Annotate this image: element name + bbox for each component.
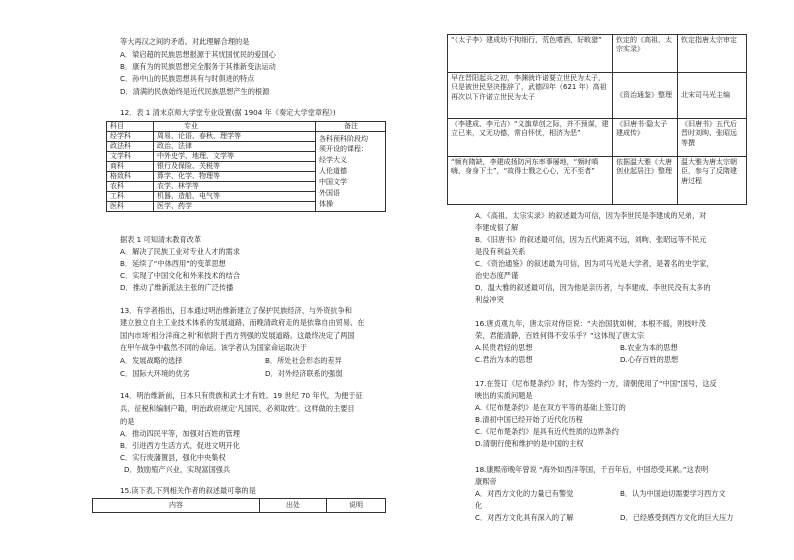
q14-option-a: A．推动四民平等，加强对百姓的管理 — [120, 429, 240, 438]
q13-line: 在甲午战争中截然不同的命运。该学者认为国家命运取决于 — [120, 343, 307, 352]
table-header-cell: 出处 — [260, 499, 327, 513]
q16-line: 荣，君能清静，百姓何得不安乐乎？”这体现了唐太宗 — [475, 331, 645, 340]
table-header-row — [107, 122, 386, 132]
table-row — [448, 157, 747, 205]
q18-option-b-cont: 化 — [475, 501, 483, 510]
q13-option-b: B．所处社会形态的差异 — [265, 356, 342, 365]
note-line: 人伦道德 — [319, 167, 347, 176]
table-cell: 《资治通鉴》整理 — [613, 73, 678, 119]
table-cell: 早在晋阳起兵之初，李渊就许诺要立世民为太子，只是被世民坚决推辞了，武德四年（621 年）高祖再次以下许诺立世民为太子 — [448, 73, 613, 119]
q14-option-d: D．鼓励殖产兴业，实现富国强兵 — [124, 465, 231, 474]
q14-line: 14．明治维新前，日本只有贵族和武士才有姓。19 世纪 70 年代，为便于征 — [120, 391, 363, 400]
q15-option-c-cont: 治史态度严谨 — [475, 271, 519, 280]
q12-option-a: A．解决了民族工业对专业人才的需求 — [120, 247, 240, 256]
q12-option-c: C．实现了中国文化和外来技术的结合 — [120, 271, 241, 280]
q15-option-d: D．温大雅的叙述最可信，因为他是亲历者，与李建成、李世民没有太多的 — [475, 283, 711, 292]
q17-line: 17.在签订《尼布楚条约》时，作为签约一方，清朝使用了“中国”国号，这反 — [475, 379, 717, 388]
table-cell: 钦定指唐太宗审定 — [678, 35, 747, 73]
q18-option-a: A．对西方文化的力量已有警觉 — [475, 489, 574, 498]
table-cell: 文学科 — [107, 152, 154, 162]
note-line: 中国文学 — [319, 177, 347, 186]
q18-line: 18.康熙帝晚年曾说 “海外如西洋等国，千百年后，中国恐受其累。”这表明 — [475, 465, 709, 474]
note-line: 各科预科阶段均 — [319, 134, 368, 143]
note-line: 经学大义 — [319, 156, 347, 165]
q15-table-header — [92, 498, 386, 513]
q15-source-table — [447, 34, 747, 205]
table-cell: （李建成、李元吉）“义旗草创之际，并不预谋，建立已来，又无功德，常自怀忧，相济为恶” — [448, 119, 613, 157]
table-cell: 北宋司马光主编 — [678, 73, 747, 119]
q15-option-d-cont: 利益冲突 — [475, 295, 504, 304]
q13-option-a: A．发展战略的选择 — [120, 356, 183, 365]
table-cell: 政法科 — [107, 142, 154, 152]
q11-option-b: B．康有为的民族思想完全服务于其推新变法运动 — [120, 62, 276, 71]
table-header-cell: 说明 — [327, 499, 386, 513]
q15-option-c: C．《资治通鉴》的叙述最为可信，因为司马光是大学者，是著名的史学家， — [475, 259, 714, 268]
q18-line: 康熙帝 — [475, 477, 497, 486]
q13-line: 建立独立自主工业技术体系的发展道路，而晚清政府走的是依靠自由贸易、在 — [120, 318, 365, 327]
q16-option-c: C.君治为本的思想 — [475, 355, 533, 364]
table-cell: 中外史学、地理、文学等 — [154, 152, 316, 162]
q13-option-c: C．国际大环境的优劣 — [120, 369, 190, 378]
q13-line: 13．有学者指出，日本通过明治维新建立了保护民族经济、与外资抗争和 — [120, 306, 352, 315]
q16-option-d: D.心存百姓的思想 — [620, 355, 679, 364]
q16-line: 16.唐贞观九年，唐太宗对侍臣说：“夫治国犹如树，本根不摇，则枝叶茂 — [475, 319, 706, 328]
table-cell: “频有隋缺，李建成扬防河东率事屡地，“频时嗔嗨，身身下土”，“故得士戮之心心，无不至者” — [448, 157, 613, 205]
table-cell: 钦定的《高祖、太宗实录》 — [613, 35, 678, 73]
table-cell: 工科 — [107, 192, 154, 202]
q13-option-d: D．对外经济联系的强弱 — [265, 369, 343, 378]
q11-option-c: C．孙中山的民族思想具有与时俱进的特点 — [120, 74, 255, 83]
table-cell: 格致科 — [107, 172, 154, 182]
table-cell: 算学、化学、物理等 — [154, 172, 316, 182]
q11-stem-tail: 等大再汉之间的矛盾。对此理解合理的是 — [120, 37, 250, 46]
table-header-cell: 专业 — [154, 122, 316, 132]
q14-option-b: B．引进西方生活方式，促进文明开化 — [120, 441, 240, 450]
note-line: 外国语 — [319, 188, 340, 197]
table-cell: 温大雅为唐太宗朝臣，参与了反隋建唐过程 — [678, 157, 747, 205]
table-cell: 周易、论语、春秋、理学等 — [154, 132, 316, 142]
q15-stem: 15.读下表,下列相关作者的叙述最可靠的是 — [120, 486, 256, 495]
q13-line: 国内市场‘相分洋商之利’和依附于西方列强的发展道路。这最终决定了两国 — [120, 331, 355, 340]
q15-option-a: A．《高祖、太宗实录》的叙述最为可信，因为李世民是李建成的兄弟，对 — [475, 211, 707, 220]
q17-option-c: C.《尼布楚条约》是具有近代性质的边界条约 — [475, 427, 619, 436]
table-header-cell: 备注 — [316, 122, 386, 132]
q18-option-b: B．认为中国迫切需要学习西方文 — [620, 489, 726, 498]
q17-option-d: D.清朝行使和维护的是中国的主权 — [475, 439, 584, 448]
table-cell: 《旧唐书》五代后晋时刘昫、张昭远等撰 — [678, 119, 747, 157]
q16-option-b: B.农业为本的思想 — [620, 343, 678, 352]
note-line: 体操 — [319, 199, 333, 208]
table-cell: 依据温大雅《大唐创业起居注》整理 — [613, 157, 678, 205]
q15-option-b-cont: 是没有利益关系 — [475, 247, 526, 256]
table-header-cell: 科目 — [107, 122, 154, 132]
q11-option-a: A．梁启超的民族思想报源于其忧国忧民的爱国心 — [120, 50, 276, 59]
q12-table — [106, 121, 386, 212]
table-cell: “（太子李）建成幼不拘细行，荒色嗜酒，好畋猎” — [448, 35, 613, 73]
q17-line: 映出的实质问题是 — [475, 391, 533, 400]
q17-option-b: B.清初中国已经开始了近代化历程 — [475, 415, 583, 424]
table-row — [448, 73, 747, 119]
table-cell: 医科 — [107, 202, 154, 212]
table-cell: 经学科 — [107, 132, 154, 142]
table-header-cell: 内容 — [93, 499, 260, 513]
table-cell: 银行及保险、关税等 — [154, 162, 316, 172]
table-cell: 政治、法律 — [154, 142, 316, 152]
q12-option-b: B．延续了“中体西用”的变革思想 — [120, 259, 226, 268]
table-cell: 农科 — [107, 182, 154, 192]
q17-option-a: A.《尼布楚条约》是在双方平等的基础上签订的 — [475, 403, 626, 412]
q18-option-d: D．已经感受到西方文化的巨大压力 — [620, 513, 734, 522]
table-row — [448, 35, 747, 73]
table-row — [448, 119, 747, 157]
table-row — [107, 132, 386, 142]
q18-option-c: C．对西方文化具有深入的了解 — [475, 513, 574, 522]
q14-line: 兵、征税和编制户籍，明治政府规定‘凡国民，必须取姓’。这样做的主要目 — [120, 404, 355, 413]
table-cell: 机器、造船、电气等 — [154, 192, 316, 202]
table-cell: 医学、药学 — [154, 202, 316, 212]
table-cell: 《旧唐书·隐太子建成传》 — [613, 119, 678, 157]
q12-stem: 12．表 1 清末京师大学堂专业设置(据 1904 年《奏定大学堂章程》) — [120, 108, 336, 117]
table-cell: 商科 — [107, 162, 154, 172]
q11-option-d: D．清满的民族始终是近代民族思想产生的根源 — [120, 87, 270, 96]
q12-question: 据表 1 可知清末教育改革 — [120, 235, 202, 244]
note-line: 须开设的课程： — [319, 145, 368, 154]
q14-option-c: C．实行废藩置县，强化中央集权 — [120, 453, 226, 462]
q15-option-b: B．《旧唐书》的叙述最可信，因为五代距离不远，刘昫、张昭远等不民元 — [475, 235, 707, 244]
q12-option-d: D．推动了维新派法主张的广泛传播 — [120, 283, 234, 292]
table-note-cell — [316, 132, 386, 212]
q15-option-a-cont: 李建成很了解 — [475, 223, 519, 232]
table-header-row — [93, 499, 386, 513]
q16-option-a: A.民贵君轻的思想 — [475, 343, 533, 352]
table-cell: 农学、林学等 — [154, 182, 316, 192]
q14-line: 的是 — [120, 417, 135, 426]
